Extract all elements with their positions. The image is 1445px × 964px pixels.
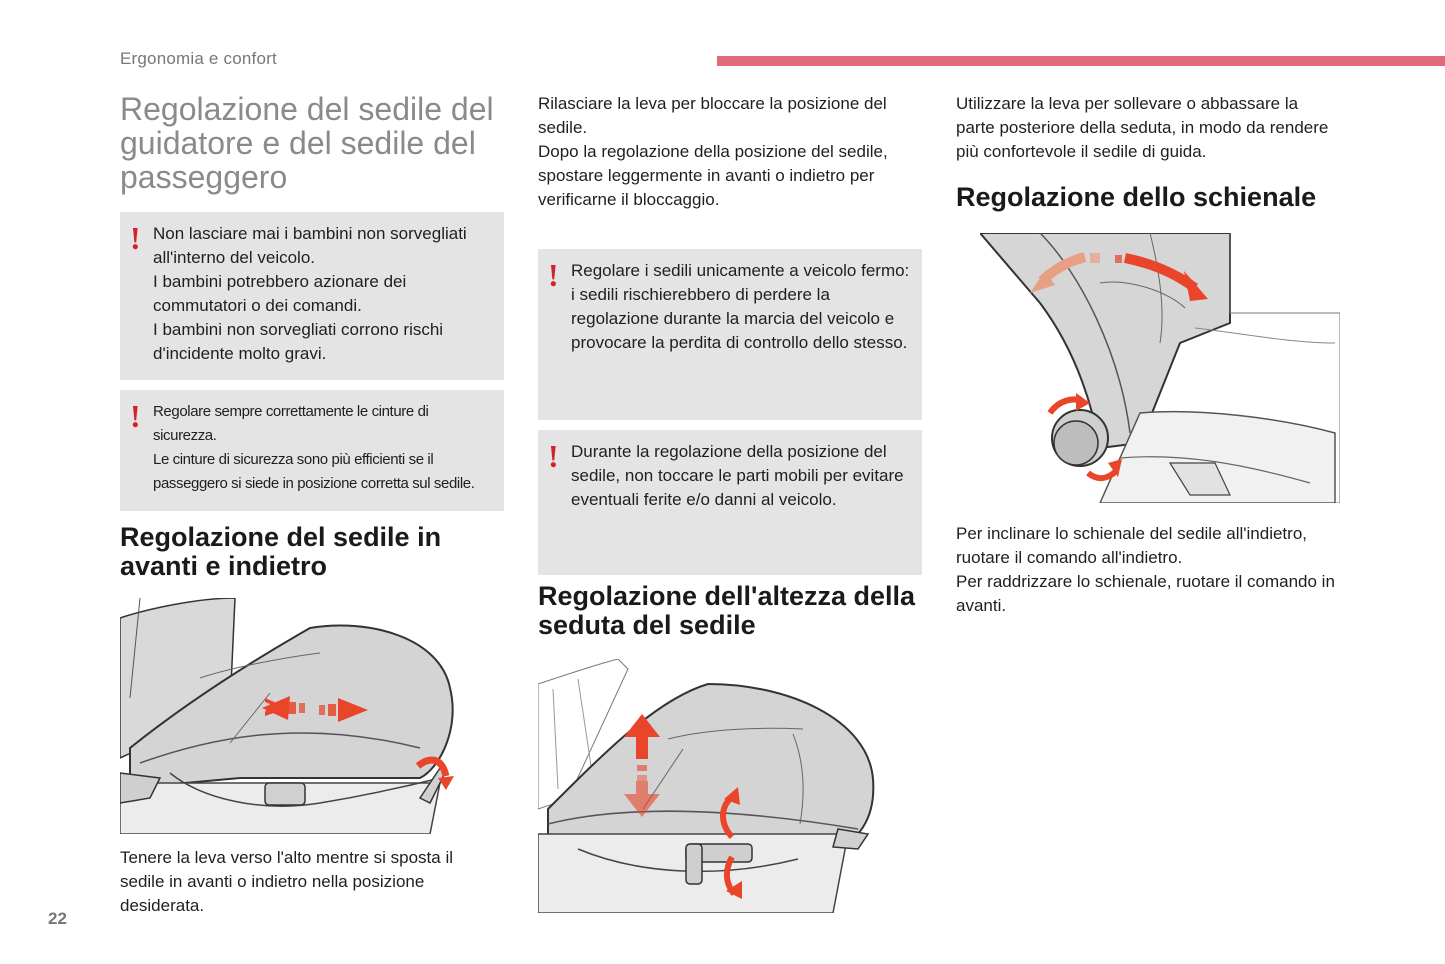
warning-line: Regolare i sedili unicamente a veicolo fermo: i sedili rischierebbero di perdere la regolazione durante la marcia del veicolo e provocare la perdita di controllo dello stesso. — [571, 261, 910, 352]
exclamation-icon: ! — [548, 257, 559, 293]
warning-line: Non lasciare mai i bambini non sorvegliati all'interno del veicolo. — [153, 224, 467, 267]
warning-box-stationary — [538, 249, 922, 420]
header-accent-bar — [717, 56, 1445, 66]
warning-line: Durante la regolazione della posizione del sedile, non toccare le parti mobili per evitare eventuali ferite e/o danni al veicolo. — [571, 442, 904, 509]
text-backrest-line: Per raddrizzare lo schienale, ruotare il comando in avanti. — [956, 572, 1335, 615]
warning-line: I bambini non sorvegliati corrono rischi d'incidente molto gravi. — [153, 320, 444, 363]
exclamation-icon: ! — [130, 398, 141, 434]
warning-box-seatbelts — [120, 390, 504, 511]
exclamation-icon: ! — [130, 220, 141, 256]
warning-line: I bambini potrebbero azionare dei commutatori o dei comandi. — [153, 272, 407, 315]
section-label: Ergonomia e confort — [120, 49, 277, 68]
column2-intro — [538, 92, 923, 212]
warning-line: Le cinture di sicurezza sono più efficienti se il passeggero si siede in posizione corretta sul sedile. — [153, 451, 475, 492]
warning-box-children — [120, 212, 504, 380]
warning-box-moving-parts — [538, 430, 922, 575]
heading-backrest: Regolazione dello schienale — [956, 182, 1317, 212]
text-backrest-line: Per inclinare lo schienale del sedile all'indietro, ruotare il comando all'indietro. — [956, 524, 1307, 567]
seat-height-illustration — [538, 659, 878, 913]
backrest-illustration — [980, 233, 1340, 503]
exclamation-icon: ! — [548, 438, 559, 474]
page-number: 22 — [48, 909, 67, 928]
column2-intro-line: Dopo la regolazione della posizione del sedile, spostare leggermente in avanti o indietro per verificarne il bloccaggio. — [538, 142, 888, 209]
heading-height: Regolazione dell'altezza della seduta del sedile — [538, 581, 916, 640]
heading-fore-aft: Regolazione del sedile in avanti e indietro — [120, 522, 442, 581]
column3-intro: Utilizzare la leva per sollevare o abbassare la parte posteriore della seduta, in modo da rendere più confortevole il sedile di guida. — [956, 94, 1329, 161]
warning-line: Regolare sempre correttamente le cinture di sicurezza. — [153, 403, 429, 444]
column2-intro-line: Rilasciare la leva per bloccare la posizione del sedile. — [538, 94, 887, 137]
seat-fore-aft-illustration — [120, 598, 460, 834]
page-title: Regolazione del sedile del guidatore e del sedile del passeggero — [120, 91, 494, 195]
text-backrest — [956, 522, 1356, 618]
text-fore-aft: Tenere la leva verso l'alto mentre si sposta il sedile in avanti o indietro nella posizione desiderata. — [120, 848, 454, 915]
